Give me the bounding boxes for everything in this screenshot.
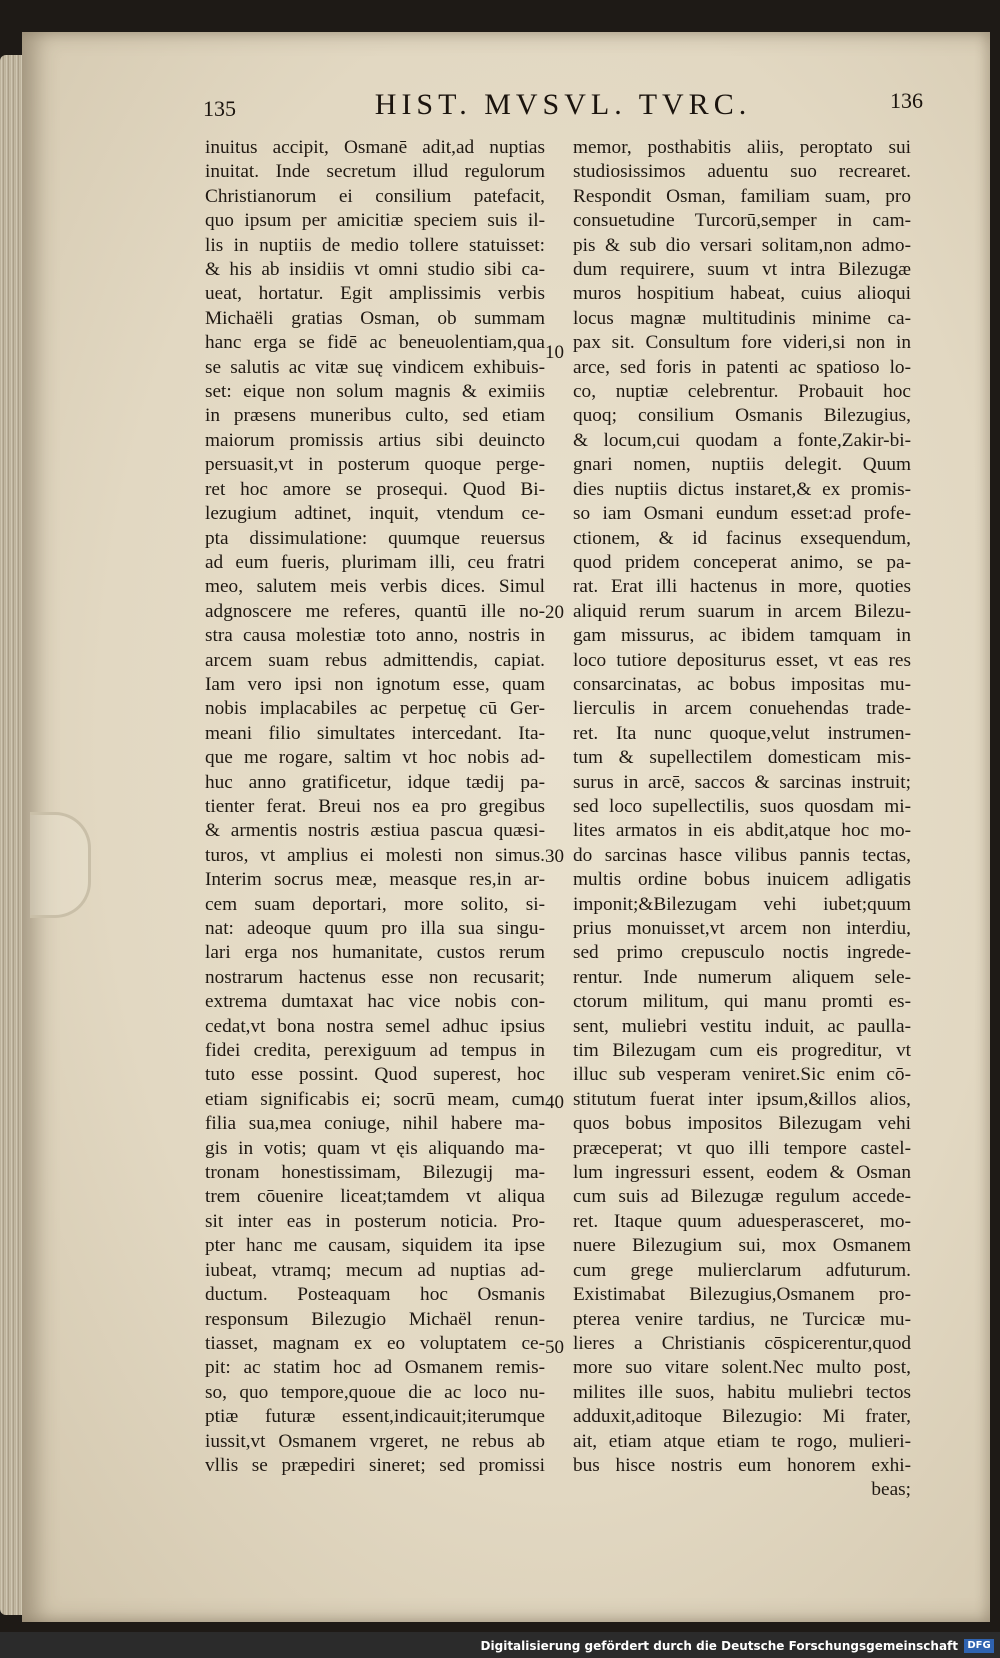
text-line: prius monuisset,vt arcem non interdiu, xyxy=(573,918,911,939)
text-line: lieres a Christianis cōspicerentur,quod xyxy=(573,1332,911,1354)
text-line: Existimabat Bilezugius,Osmanem pro- xyxy=(573,1284,911,1306)
text-line: meo, salutem meis verbis dices. Simul xyxy=(205,576,545,598)
text-line: etiam significabis ei; socrū meam, cum xyxy=(205,1088,545,1110)
text-line: arcem suam rebus admittendis, capiat. xyxy=(205,649,545,671)
text-line: consarcinatas, ac bobus impositas mu- xyxy=(573,673,911,695)
text-line: nat: adeoque quum pro illa sua singu- xyxy=(205,918,545,939)
text-line: iubeat, vtramq; mecum ad nuptias ad- xyxy=(205,1259,545,1281)
text-line: quod pridem conceperat animo, se pa- xyxy=(573,551,911,573)
text-line: gis in votis; quam vt ęis aliquando ma- xyxy=(205,1137,545,1159)
text-line: extrema dumtaxat hac vice nobis con- xyxy=(205,991,545,1013)
text-line: lites armatos in eis abdit,atque hoc mo- xyxy=(573,820,911,842)
text-line: tum & supellectilem domesticam mis- xyxy=(573,747,911,769)
text-line: huc anno gratificetur, idque tædij pa- xyxy=(205,771,545,793)
text-line: illuc sub vesperam veniret.Sic enim cō- xyxy=(573,1064,911,1086)
text-line: quos bobus impositos Bilezugam vehi xyxy=(573,1113,911,1135)
text-line: do sarcinas hasce vilibus pannis tectas, xyxy=(573,844,911,866)
text-line: ptiæ futuræ essent,indicauit;iterumque xyxy=(205,1406,545,1428)
text-line: pax sit. Consultum fore videri,si non in xyxy=(573,332,911,354)
text-line: stra causa molestiæ toto anno, nostris in xyxy=(205,625,545,647)
text-line: responsum Bilezugio Michaël renun- xyxy=(205,1308,545,1330)
text-line: inuitat. Inde secretum illud regulorum xyxy=(205,161,545,183)
text-line: pta dissimulatione: quumque reuersus xyxy=(205,527,545,549)
text-line: Michaëli gratias Osman, ob summam xyxy=(205,307,545,329)
text-line: sent, muliebri vestitu induit, ac paulla- xyxy=(573,1015,911,1037)
text-line: lari erga nos humanitate, custos rerum xyxy=(205,942,545,964)
text-line: nuere Bilezugium sui, mox Osmanem xyxy=(573,1235,911,1257)
text-line: & his ab insidiis vt omni studio sibi ca- xyxy=(205,259,545,281)
text-line: quo ipsum per amicitiæ speciem suis il- xyxy=(205,210,545,232)
line-number: 10 xyxy=(545,342,564,363)
text-line: Respondit Osman, familiam suam, pro xyxy=(573,185,911,207)
text-line: Iam vero ipsi non ignotum esse, quam xyxy=(205,673,545,695)
text-line: sit inter eas in posterum noticia. Pro- xyxy=(205,1210,545,1232)
text-line: dies nuptiis dictus instaret,& ex promis- xyxy=(573,478,911,500)
text-line: cum grege mulierclarum adfuturum. xyxy=(573,1259,911,1281)
text-line: turos, vt amplius ei molesti non simus. xyxy=(205,844,545,866)
text-line: & armentis nostris æstiua pascua quæsi- xyxy=(205,820,545,842)
text-line: persuasit,vt in posterum quoque perge- xyxy=(205,454,545,476)
text-line: sed loco supellectilis, suos quosdam mi- xyxy=(573,795,911,817)
text-line: tiasset, magnam ex eo voluptatem ce- xyxy=(205,1332,545,1354)
text-line: consuetudine Turcorū,semper in cam- xyxy=(573,210,911,232)
text-line: ad eum fueris, plurimam illi, ceu fratri xyxy=(205,551,545,573)
text-line: memor, posthabitis aliis, peroptato sui xyxy=(573,137,911,158)
text-line: ait, etiam atque etiam te rogo, mulieri- xyxy=(573,1430,911,1452)
text-line: tronam honestissimam, Bilezugij ma- xyxy=(205,1162,545,1184)
text-line: maiorum promissis artius sibi deuincto xyxy=(205,429,545,451)
text-line: surus in arcē, saccos & sarcinas instruit; xyxy=(573,771,911,793)
text-line: ueat, hortatur. Egit amplissimis verbis xyxy=(205,283,545,305)
text-line: ret hoc amore se prosequi. Quod Bi- xyxy=(205,478,545,500)
text-line: milites ille suos, habitu muliebri tectos xyxy=(573,1381,911,1403)
page-header xyxy=(203,88,923,128)
right-text-column xyxy=(573,136,911,1503)
left-page-number: 135 xyxy=(203,96,236,121)
text-line: tuto esse possint. Quod superest, hoc xyxy=(205,1064,545,1086)
text-line: se salutis ac vitæ suę vindicem exhibuis- xyxy=(205,356,545,378)
text-line: cum suis ad Bilezugæ regulum accede- xyxy=(573,1186,911,1208)
text-line: studiosissimos aduentu suo recrearet. xyxy=(573,161,911,183)
text-line: dum requirere, suum vt intra Bilezugæ xyxy=(573,259,911,281)
text-line: loco tutiore depositurus esset, vt eas res xyxy=(573,649,911,671)
text-line: ret. Ita nunc quoque,velut instrumen- xyxy=(573,722,911,744)
text-line: Christianorum ei consilium patefacit, xyxy=(205,185,545,207)
text-line: nostrarum hactenus esse non recusarit; xyxy=(205,966,545,988)
footer-bar xyxy=(0,1632,1000,1658)
text-line: meani filio simultates intercedant. Ita- xyxy=(205,722,545,744)
line-number: 30 xyxy=(545,846,564,867)
page-clip xyxy=(30,812,91,918)
text-line: adgnoscere me referes, quantū ille no- xyxy=(205,600,545,622)
running-title: HIST. MVSVL. TVRC. xyxy=(374,88,752,121)
text-line: ductum. Posteaquam hoc Osmanis xyxy=(205,1284,545,1306)
text-line: locus magnæ multitudinis minime ca- xyxy=(573,307,911,329)
text-line: & locum,cui quodam a fonte,Zakir-bi- xyxy=(573,429,911,451)
line-number: 50 xyxy=(545,1337,564,1358)
text-line: lum ingressuri essent, eodem & Osman xyxy=(573,1162,911,1184)
text-line: ctionem, & id facinus exsequendum, xyxy=(573,527,911,549)
text-line: set: eique non solum magnis & eximiis xyxy=(205,381,545,403)
line-number: 40 xyxy=(545,1092,564,1113)
text-line: so iam Osmani eundum esset:ad profe- xyxy=(573,503,911,525)
text-line: lierculis in arcem conuehendas trade- xyxy=(573,698,911,720)
right-page-number: 136 xyxy=(890,88,923,113)
text-line: tienter ferat. Breui nos ea pro gregibus xyxy=(205,795,545,817)
text-line: præceperat; vt quo illi tempore castel- xyxy=(573,1137,911,1159)
text-line: beas; xyxy=(871,1479,911,1501)
text-line: inuitus accipit, Osmanē adit,ad nuptias xyxy=(205,137,545,158)
text-line: cedat,vt bona nostra semel adhuc ipsius xyxy=(205,1015,545,1037)
left-text-column xyxy=(205,136,545,1478)
text-line: pter hanc me causam, siquidem ita ipse xyxy=(205,1235,545,1257)
text-line: bus hisce nostris eum honorem exhi- xyxy=(573,1454,911,1476)
text-line: in præsens muneribus culto, sed etiam xyxy=(205,405,545,427)
text-line: co, nuptiæ celebrentur. Probauit hoc xyxy=(573,381,911,403)
text-line: quoq; consilium Osmanis Bilezugius, xyxy=(573,405,911,427)
text-line: iussit,vt Osmanem vrgeret, ne rebus ab xyxy=(205,1430,545,1452)
text-line: imponit;&Bilezugam vehi iubet;quum xyxy=(573,893,911,915)
text-line: lezugium adtinet, inquit, vtendum ce- xyxy=(205,503,545,525)
text-line: pit: ac statim hoc ad Osmanem remis- xyxy=(205,1357,545,1379)
text-line: Interim socrus meæ, measque res,in ar- xyxy=(205,869,545,891)
text-line: rentur. Inde numerum aliquem sele- xyxy=(573,966,911,988)
text-line: gam missurus, ac ibidem tamquam in xyxy=(573,625,911,647)
text-line: rat. Erat illi hactenus in more, quoties xyxy=(573,576,911,598)
text-line: nobis implacabiles ac perpetuę cū Ger- xyxy=(205,698,545,720)
text-line: pis & sub dio versari solitam,non admo- xyxy=(573,234,911,256)
text-line: multis ordine bobus inuicem adligatis xyxy=(573,869,911,891)
text-line: lis in nuptiis de medio tollere statuisset: xyxy=(205,234,545,256)
text-line: more suo vitare solent.Nec multo post, xyxy=(573,1357,911,1379)
text-line: trem cōuenire liceat;tamdem vt aliqua xyxy=(205,1186,545,1208)
text-line: pterea venire tardius, ne Turcicæ mu- xyxy=(573,1308,911,1330)
line-number: 20 xyxy=(545,602,564,623)
text-line: vllis se præpediri sineret; sed promissi xyxy=(205,1454,545,1476)
text-line: fidei credita, perexiguum ad tempus in xyxy=(205,1040,545,1062)
text-line: muros hospitium habeat, cuius alioqui xyxy=(573,283,911,305)
text-line: stitutum fuerat inter ipsum,&illos alios, xyxy=(573,1088,911,1110)
text-line: filia sua,mea coniuge, nihil habere ma- xyxy=(205,1113,545,1135)
dfg-logo: DFG xyxy=(964,1639,994,1653)
text-line: ret. Itaque quum aduesperasceret, mo- xyxy=(573,1210,911,1232)
text-line: ctorum militum, qui manu promti es- xyxy=(573,991,911,1013)
text-line: hanc erga se fidē ac beneuolentiam,qua xyxy=(205,332,545,354)
text-line: cem suam deportari, more solito, si- xyxy=(205,893,545,915)
digitization-credit: Digitalisierung gefördert durch die Deutsche Forschungsgemeinschaft xyxy=(480,1639,958,1653)
text-line: que me rogare, saltim vt hoc nobis ad- xyxy=(205,747,545,769)
text-line: tim Bilezugam cum eis progreditur, vt xyxy=(573,1040,911,1062)
text-line: so, quo tempore,quoue die ac loco nu- xyxy=(205,1381,545,1403)
text-line: arce, sed foris in patenti ac spatioso lo- xyxy=(573,356,911,378)
text-line: adduxit,aditoque Bilezugio: Mi frater, xyxy=(573,1406,911,1428)
text-line: gnari nomen, nuptiis delegit. Quum xyxy=(573,454,911,476)
text-line: aliquid rerum suarum in arcem Bilezu- xyxy=(573,600,911,622)
text-line: sed primo crepusculo noctis ingrede- xyxy=(573,942,911,964)
